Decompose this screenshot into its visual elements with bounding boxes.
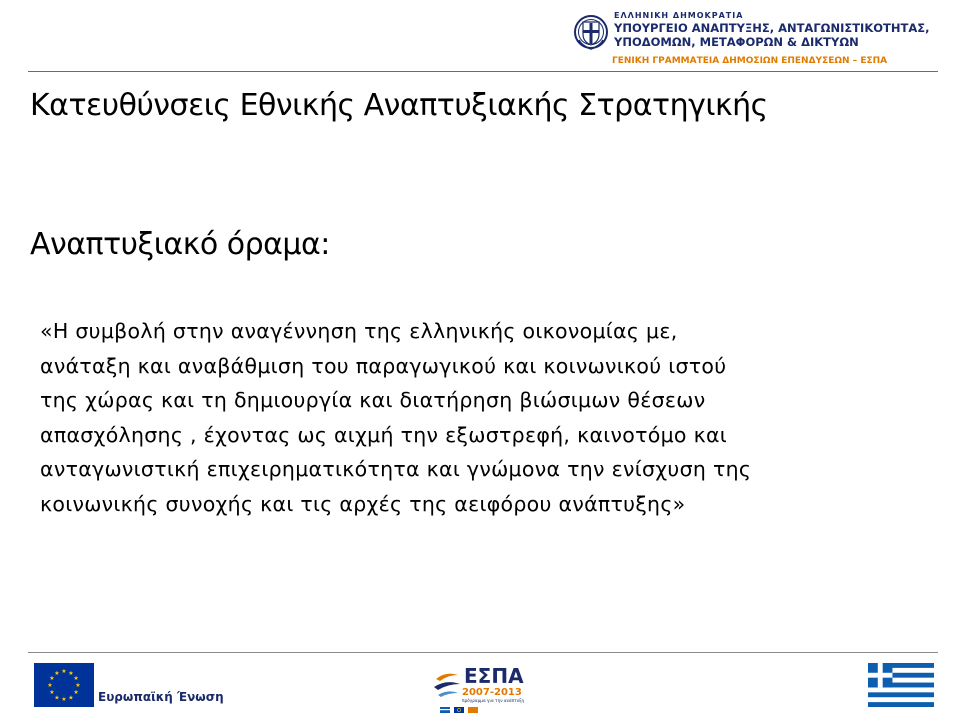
svg-text:★: ★ [47,682,53,690]
slide-subtitle: Αναπτυξιακό όραμα: [30,227,330,262]
quote-line: ανταγωνιστική επιχειρηματικότητα και γνώμονα την ενίσχυση της [40,457,752,481]
republic-label: ΕΛΛΗΝΙΚΗ ΔΗΜΟΚΡΑΤΙΑ [614,11,744,20]
quote-line: απασχόλησης , έχοντας ως αιχμή την εξωστρεφή, καινοτόμο και [40,422,728,447]
footer-divider [28,652,938,653]
svg-text:★: ★ [54,694,60,702]
ministry-name-line2: ΥΠΟΔΟΜΩΝ, ΜΕΤΑΦΟΡΩΝ & ΔΙΚΤΥΩΝ [614,35,859,49]
quote-line: «Η συμβολή στην αναγέννηση της ελληνικής οικονομίας με, [40,319,678,343]
vision-quote [40,314,920,521]
svg-text:★: ★ [49,689,55,697]
eu-label: Ευρωπαϊκή Ένωση [98,690,224,704]
espa-years: 2007-2013 [462,687,522,698]
greek-flag-icon [868,663,934,707]
secretariat-label: ΓΕΝΙΚΗ ΓΡΑΜΜΑΤΕΙΑ ΔΗΜΟΣΙΩΝ ΕΠΕΝΔΥΣΕΩΝ – ΕΣΠΑ [612,56,888,66]
svg-text:★: ★ [61,668,67,676]
ministry-name-line1: ΥΠΟΥΡΓΕΙΟ ΑΝΑΠΤΥΞΗΣ, ΑΝΤΑΓΩΝΙΣΤΙΚΟΤΗΤΑΣ, [614,21,930,35]
espa-name: ΕΣΠΑ [464,664,524,688]
svg-text:★: ★ [68,670,74,678]
eu-flag-icon [34,663,94,707]
svg-text:★: ★ [75,682,81,690]
svg-text:★: ★ [61,696,67,704]
ministry-text [614,11,929,49]
quote-line: της χώρας και τη δημιουργία και διατήρηση βιώσιμων θέσεων [40,388,706,412]
quote-line: κοινωνικής συνοχής και τις αρχές της αειφόρου ανάπτυξης» [40,491,686,516]
svg-text:★: ★ [73,689,79,697]
quote-line: ανάταξη και αναβάθμιση του παραγωγικού και κοινωνικού ιστού [40,353,727,378]
svg-text:★: ★ [54,670,60,678]
espa-tagline: πρόγραμμα για την ανάπτυξη [462,698,525,703]
svg-text:★: ★ [73,675,79,683]
espa-logo [432,659,532,715]
slide-title: Κατευθύνσεις Εθνικής Αναπτυξιακής Στρατηγικής [30,88,768,123]
hellenic-republic-emblem-icon [574,12,608,52]
header-divider [28,71,938,72]
svg-text:★: ★ [68,694,74,702]
svg-text:★: ★ [49,675,55,683]
